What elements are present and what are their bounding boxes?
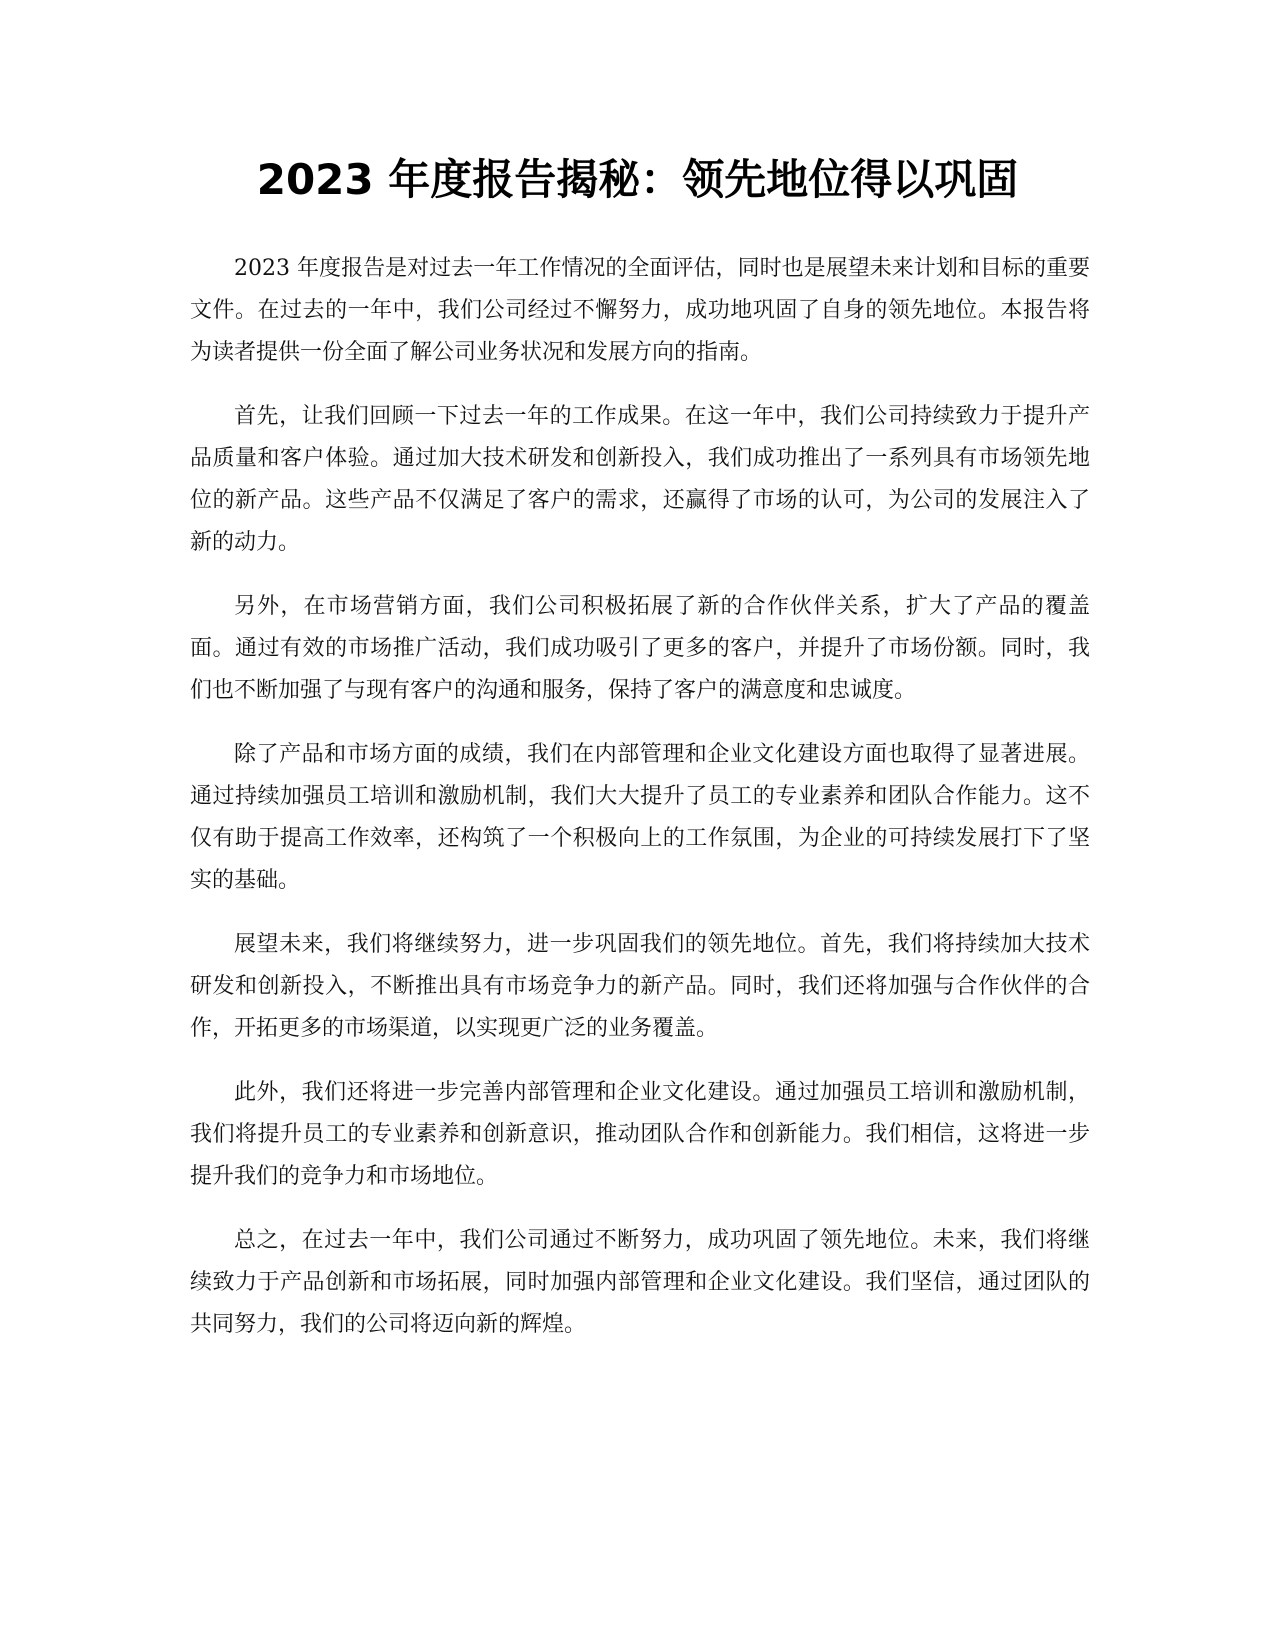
paragraph-marketing: 另外，在市场营销方面，我们公司积极拓展了新的合作伙伴关系，扩大了产品的覆盖面。通过有效的市场推广活动，我们成功吸引了更多的客户，并提升了市场份额。同时，我们也不断加强了与现有客户的沟通和服务，保持了客户的满意度和忠诚度。 bbox=[190, 594, 1090, 703]
paragraph-culture: 此外，我们还将进一步完善内部管理和企业文化建设。通过加强员工培训和激励机制，我们将提升员工的专业素养和创新意识，推动团队合作和创新能力。我们相信，这将进一步提升我们的竞争力和市场地位。 bbox=[190, 1080, 1090, 1189]
paragraph-intro: 2023 年度报告是对过去一年工作情况的全面评估，同时也是展望未来计划和目标的重要文件。在过去的一年中，我们公司经过不懈努力，成功地巩固了自身的领先地位。本报告将为读者提供一份全面了解公司业务状况和发展方向的指南。 bbox=[190, 256, 1090, 365]
paragraph-outlook: 展望未来，我们将继续努力，进一步巩固我们的领先地位。首先，我们将持续加大技术研发和创新投入，不断推出具有市场竞争力的新产品。同时，我们还将加强与合作伙伴的合作，开拓更多的市场渠道，以实现更广泛的业务覆盖。 bbox=[190, 932, 1090, 1041]
paragraph-achievements: 首先，让我们回顾一下过去一年的工作成果。在这一年中，我们公司持续致力于提升产品质量和客户体验。通过加大技术研发和创新投入，我们成功推出了一系列具有市场领先地位的新产品。这些产品不仅满足了客户的需求，还赢得了市场的认可，为公司的发展注入了新的动力。 bbox=[190, 404, 1090, 555]
document-title: 2023 年度报告揭秘：领先地位得以巩固 bbox=[256, 155, 1019, 204]
paragraph-management: 除了产品和市场方面的成绩，我们在内部管理和企业文化建设方面也取得了显著进展。通过持续加强员工培训和激励机制，我们大大提升了员工的专业素养和团队合作能力。这不仅有助于提高工作效率，还构筑了一个积极向上的工作氛围，为企业的可持续发展打下了坚实的基础。 bbox=[190, 742, 1090, 893]
document-body bbox=[190, 248, 1090, 1368]
paragraph-conclusion: 总之，在过去一年中，我们公司通过不断努力，成功巩固了领先地位。未来，我们将继续致力于产品创新和市场拓展，同时加强内部管理和企业文化建设。我们坚信，通过团队的共同努力，我们的公司将迈向新的辉煌。 bbox=[190, 1228, 1090, 1337]
